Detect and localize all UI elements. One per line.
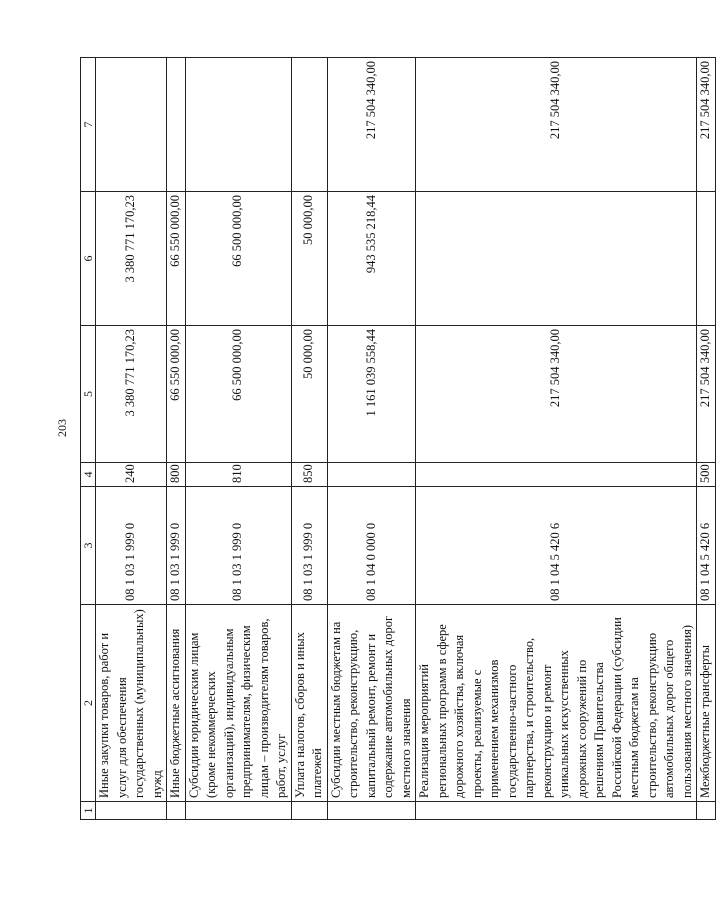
table-row — [327, 58, 416, 820]
row-expense-type: 810 — [185, 463, 291, 487]
row-amount-7 — [96, 58, 167, 192]
header-col-6: 6 — [81, 192, 96, 326]
table-row — [697, 58, 716, 820]
row-amount-5: 66 550 000,00 — [167, 326, 186, 463]
row-name: Иные бюджетные ассигнования — [167, 605, 186, 802]
header-col-1: 1 — [81, 802, 96, 820]
header-row — [81, 58, 96, 820]
row-target-code: 08 1 03 1 999 0 — [291, 487, 327, 605]
row-expense-type — [327, 463, 416, 487]
row-amount-7 — [167, 58, 186, 192]
row-expense-type: 500 — [697, 463, 716, 487]
row-amount-6: 50 000,00 — [291, 192, 327, 326]
row-index-cell — [327, 802, 416, 820]
row-name: Реализация мероприятий региональных программ в сфере дорожного хозяйства, включая проекты, реализуемые с применением механизмов государственно-частного партнерства, и строительство, реконструкцию и ремонт уникальных искусственных дорожных сооружений по решениям Правительства Российской Федерации (субсидии местным бюджетам на строительство, реконструкцию автомобильных дорог общего пользования местного значения) — [416, 605, 697, 802]
table-row — [96, 58, 167, 820]
row-index-cell — [697, 802, 716, 820]
table-row — [167, 58, 186, 820]
row-amount-7: 217 504 340,00 — [327, 58, 416, 192]
row-name: Субсидии местным бюджетам на строительство, реконструкцию, капитальный ремонт, ремонт и содержание автомобильных дорог местного значения — [327, 605, 416, 802]
row-expense-type — [416, 463, 697, 487]
header-col-7: 7 — [81, 58, 96, 192]
row-target-code: 08 1 04 0 000 0 — [327, 487, 416, 605]
table-row — [291, 58, 327, 820]
row-amount-6: 66 500 000,00 — [185, 192, 291, 326]
row-amount-7: 217 504 340,00 — [697, 58, 716, 192]
row-name: Иные закупки товаров, работ и услуг для обеспечения государственных (муниципальных) нужд — [96, 605, 167, 802]
row-name: Межбюджетные трансферты — [697, 605, 716, 802]
row-amount-5: 217 504 340,00 — [697, 326, 716, 463]
row-target-code: 08 1 04 5 420 6 — [416, 487, 697, 605]
row-target-code: 08 1 03 1 999 0 — [96, 487, 167, 605]
row-name: Субсидии юридическим лицам (кроме некоммерческих организаций), индивидуальным предпринимателям, физическим лицам – производителям товаров, работ, услуг — [185, 605, 291, 802]
row-expense-type: 850 — [291, 463, 327, 487]
row-amount-5: 1 161 039 558,44 — [327, 326, 416, 463]
row-amount-6: 943 535 218,44 — [327, 192, 416, 326]
row-amount-6 — [416, 192, 697, 326]
row-amount-6 — [697, 192, 716, 326]
row-target-code: 08 1 03 1 999 0 — [167, 487, 186, 605]
row-index-cell — [291, 802, 327, 820]
row-amount-5: 3 380 771 170,23 — [96, 326, 167, 463]
row-amount-7: 217 504 340,00 — [416, 58, 697, 192]
row-amount-7 — [291, 58, 327, 192]
header-col-4: 4 — [81, 463, 96, 487]
budget-table — [80, 57, 716, 820]
row-index-cell — [167, 802, 186, 820]
header-col-3: 3 — [81, 487, 96, 605]
table-row — [185, 58, 291, 820]
row-index-cell — [96, 802, 167, 820]
budget-table-sheet — [80, 58, 712, 820]
row-target-code: 08 1 03 1 999 0 — [185, 487, 291, 605]
row-amount-5: 217 504 340,00 — [416, 326, 697, 463]
row-amount-6: 3 380 771 170,23 — [96, 192, 167, 326]
row-amount-5: 50 000,00 — [291, 326, 327, 463]
row-expense-type: 800 — [167, 463, 186, 487]
row-index-cell — [416, 802, 697, 820]
row-amount-5: 66 500 000,00 — [185, 326, 291, 463]
header-col-2: 2 — [81, 605, 96, 802]
table-row — [416, 58, 697, 820]
row-expense-type: 240 — [96, 463, 167, 487]
row-name: Уплата налогов, сборов и иных платежей — [291, 605, 327, 802]
row-index-cell — [185, 802, 291, 820]
header-col-5: 5 — [81, 326, 96, 463]
page-number: 203 — [55, 419, 69, 437]
row-target-code: 08 1 04 5 420 6 — [697, 487, 716, 605]
row-amount-6: 66 550 000,00 — [167, 192, 186, 326]
row-amount-7 — [185, 58, 291, 192]
